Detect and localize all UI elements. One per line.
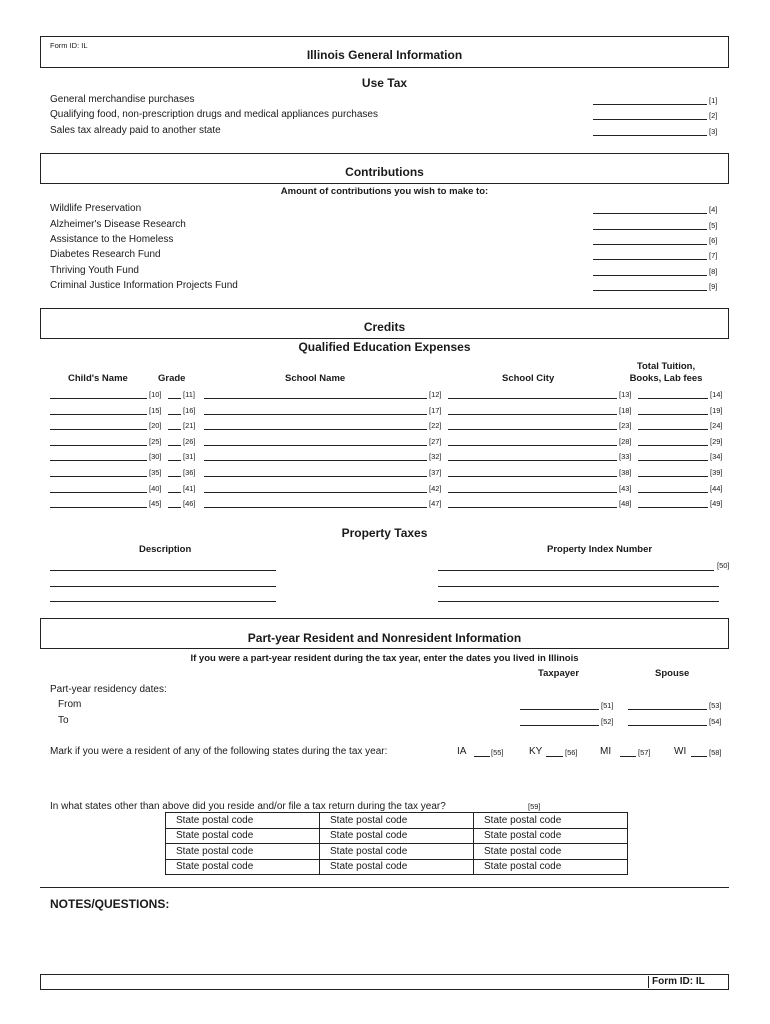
credit-ref: [22] xyxy=(429,421,442,431)
to-taxpayer-ref: [52] xyxy=(601,717,614,726)
credit-ref: [16] xyxy=(183,405,196,415)
credit-ref: [10] xyxy=(149,390,162,399)
property-description-header: Description xyxy=(139,544,192,555)
col-school-name: School Name xyxy=(285,373,346,384)
contribution-input[interactable] xyxy=(593,259,707,260)
contribution-label: Thriving Youth Fund xyxy=(50,265,139,276)
credit-input[interactable] xyxy=(448,507,617,508)
state-postal-code-cell[interactable]: State postal code xyxy=(166,844,320,860)
use-tax-title: Use Tax xyxy=(361,76,408,90)
state-mi-label: MI xyxy=(600,746,612,757)
credit-input[interactable] xyxy=(204,460,427,461)
page-title: Illinois General Information xyxy=(306,48,463,62)
credit-input[interactable] xyxy=(50,429,147,430)
from-spouse-ref: [53] xyxy=(709,701,722,710)
state-postal-code-cell[interactable]: State postal code xyxy=(320,813,474,829)
contribution-input[interactable] xyxy=(593,244,707,245)
credit-input[interactable] xyxy=(50,398,147,399)
credit-ref: [47] xyxy=(429,499,442,509)
use-tax-input[interactable] xyxy=(593,104,707,105)
contribution-input[interactable] xyxy=(593,229,707,230)
from-spouse-input[interactable] xyxy=(628,709,707,710)
credit-input[interactable] xyxy=(168,414,181,415)
property-description-input[interactable] xyxy=(50,586,276,587)
credit-input[interactable] xyxy=(204,398,427,399)
state-mi-checkbox[interactable] xyxy=(620,756,636,757)
credit-input[interactable] xyxy=(168,429,181,430)
credit-input[interactable] xyxy=(638,476,708,477)
credit-ref: [17] xyxy=(429,405,442,415)
property-description-input[interactable] xyxy=(50,570,276,571)
credit-ref: [38] xyxy=(619,468,632,477)
form-id-small: Form ID: IL xyxy=(50,41,88,50)
contribution-ref: [9] xyxy=(709,282,718,291)
credit-ref: [20] xyxy=(149,421,162,431)
credit-input[interactable] xyxy=(50,507,147,508)
credit-ref: [49] xyxy=(710,499,723,509)
credit-ref: [14] xyxy=(710,390,723,399)
state-postal-code-cell[interactable]: State postal code xyxy=(474,813,628,829)
state-postal-code-cell[interactable]: State postal code xyxy=(166,828,320,844)
contribution-label: Criminal Justice Information Projects Fund xyxy=(50,280,238,291)
credit-input[interactable] xyxy=(448,398,617,399)
credit-ref: [28] xyxy=(619,436,632,446)
contribution-label: Alzheimer's Disease Research xyxy=(50,219,186,230)
credit-input[interactable] xyxy=(638,445,708,446)
use-tax-label: General merchandise purchases xyxy=(50,94,195,105)
to-spouse-ref: [54] xyxy=(709,717,722,726)
postal-row xyxy=(166,859,628,875)
credit-input[interactable] xyxy=(204,414,427,415)
state-postal-table xyxy=(165,812,628,875)
from-taxpayer-input[interactable] xyxy=(520,709,599,710)
state-postal-code-cell[interactable]: State postal code xyxy=(320,859,474,875)
property-description-input[interactable] xyxy=(50,601,276,602)
contribution-input[interactable] xyxy=(593,290,707,291)
to-label: To xyxy=(58,715,69,726)
part-year-box xyxy=(40,618,729,649)
contributions-title: Contributions xyxy=(345,165,424,179)
state-ky-label: KY xyxy=(529,746,543,757)
contribution-label: Wildlife Preservation xyxy=(50,203,142,214)
state-ky-ref: [56] xyxy=(565,748,578,757)
credit-ref: [18] xyxy=(619,405,632,415)
credits-subtitle: Qualified Education Expenses xyxy=(298,340,471,354)
use-tax-label: Sales tax already paid to another state xyxy=(50,125,221,136)
property-taxes-title: Property Taxes xyxy=(341,526,428,540)
contribution-input[interactable] xyxy=(593,213,707,214)
credit-input[interactable] xyxy=(448,460,617,461)
credit-ref: [45] xyxy=(149,499,162,509)
credit-ref: [25] xyxy=(149,436,162,446)
contribution-ref: [6] xyxy=(709,236,718,245)
footer-form-id: Form ID: IL xyxy=(648,976,727,988)
state-postal-code-cell[interactable]: State postal code xyxy=(166,859,320,875)
credit-ref: [19] xyxy=(710,405,723,415)
credit-input[interactable] xyxy=(50,492,147,493)
credit-ref: [13] xyxy=(619,390,632,399)
property-index-header: Property Index Number xyxy=(547,544,653,555)
credit-ref: [12] xyxy=(429,390,442,399)
credit-input[interactable] xyxy=(168,476,181,477)
credit-ref: [21] xyxy=(183,421,196,431)
credit-ref: [33] xyxy=(619,452,632,462)
contribution-ref: [4] xyxy=(709,205,718,214)
use-tax-input[interactable] xyxy=(593,119,707,120)
credit-input[interactable] xyxy=(638,492,708,493)
postal-row xyxy=(166,844,628,860)
credit-ref: [34] xyxy=(710,452,723,462)
postal-row xyxy=(166,828,628,844)
credit-ref: [41] xyxy=(183,483,196,493)
residency-dates-label: Part-year residency dates: xyxy=(50,684,167,695)
use-tax-ref: [2] xyxy=(709,111,718,120)
credit-input[interactable] xyxy=(168,507,181,508)
credit-ref: [11] xyxy=(183,390,195,399)
credit-ref: [30] xyxy=(149,452,162,462)
credit-input[interactable] xyxy=(638,507,708,508)
credits-title: Credits xyxy=(363,320,406,334)
footer-box xyxy=(40,974,729,990)
state-ia-checkbox[interactable] xyxy=(474,756,490,757)
states-question: Mark if you were a resident of any of the following states during the tax year: xyxy=(50,746,388,757)
state-postal-code-cell[interactable]: State postal code xyxy=(474,844,628,860)
credit-ref: [36] xyxy=(183,468,196,477)
credit-ref: [32] xyxy=(429,452,442,462)
spouse-header: Spouse xyxy=(655,668,690,679)
credit-ref: [24] xyxy=(710,421,723,431)
use-tax-label: Qualifying food, non-prescription drugs and medical appliances purchases xyxy=(50,109,378,120)
state-postal-code-cell[interactable]: State postal code xyxy=(320,844,474,860)
credit-input[interactable] xyxy=(168,460,181,461)
credit-input[interactable] xyxy=(638,398,708,399)
taxpayer-header: Taxpayer xyxy=(538,668,580,679)
credit-input[interactable] xyxy=(638,460,708,461)
credit-ref: [44] xyxy=(710,483,723,493)
to-spouse-input[interactable] xyxy=(628,725,707,726)
credit-input[interactable] xyxy=(448,492,617,493)
credit-ref: [27] xyxy=(429,436,442,446)
credit-ref: [35] xyxy=(149,468,162,477)
contribution-label: Diabetes Research Fund xyxy=(50,249,161,260)
contribution-ref: [8] xyxy=(709,267,718,276)
credit-ref: [26] xyxy=(183,436,196,446)
part-year-instruction: If you were a part-year resident during the tax year, enter the dates you lived in Illinois xyxy=(190,653,579,664)
credit-input[interactable] xyxy=(168,445,181,446)
contributions-box xyxy=(40,153,729,184)
state-ia-ref: [55] xyxy=(491,748,504,757)
contribution-ref: [7] xyxy=(709,251,718,260)
credit-input[interactable] xyxy=(638,414,708,415)
part-year-title: Part-year Resident and Nonresident Information xyxy=(247,631,522,645)
postal-row xyxy=(166,813,628,829)
property-index-input[interactable] xyxy=(438,586,719,587)
state-ia-label: IA xyxy=(457,746,467,757)
state-postal-code-cell[interactable]: State postal code xyxy=(320,828,474,844)
credit-input[interactable] xyxy=(638,429,708,430)
credit-input[interactable] xyxy=(448,445,617,446)
col-tuition: Total Tuition, xyxy=(636,361,696,372)
col-child-name: Child's Name xyxy=(68,373,128,384)
col-school-city: School City xyxy=(502,373,555,384)
credit-input[interactable] xyxy=(448,414,617,415)
credit-input[interactable] xyxy=(50,445,147,446)
credit-input[interactable] xyxy=(168,398,181,399)
credit-ref: [15] xyxy=(149,405,162,415)
state-postal-code-cell[interactable]: State postal code xyxy=(474,828,628,844)
credit-input[interactable] xyxy=(50,414,147,415)
credit-ref: [31] xyxy=(183,452,196,462)
credits-box xyxy=(40,308,729,339)
credit-input[interactable] xyxy=(448,429,617,430)
other-states-ref: [59] xyxy=(528,802,541,811)
state-ky-checkbox[interactable] xyxy=(546,756,563,757)
header-box xyxy=(40,36,729,68)
credit-ref: [29] xyxy=(710,436,723,446)
property-index-ref: [50] xyxy=(717,561,730,570)
credit-ref: [37] xyxy=(429,468,442,477)
credit-input[interactable] xyxy=(204,445,427,446)
credit-input[interactable] xyxy=(204,507,427,508)
credit-input[interactable] xyxy=(204,492,427,493)
contribution-input[interactable] xyxy=(593,275,707,276)
state-wi-checkbox[interactable] xyxy=(691,756,707,757)
credit-ref: [40] xyxy=(149,483,162,493)
use-tax-input[interactable] xyxy=(593,135,707,136)
credit-ref: [23] xyxy=(619,421,632,431)
state-wi-ref: [58] xyxy=(709,748,722,757)
contribution-label: Assistance to the Homeless xyxy=(50,234,174,245)
credit-ref: [42] xyxy=(429,483,442,493)
notes-title: NOTES/QUESTIONS: xyxy=(50,897,170,911)
col-tuition-2: Books, Lab fees xyxy=(629,373,703,384)
use-tax-ref: [3] xyxy=(709,127,718,136)
credit-input[interactable] xyxy=(204,429,427,430)
from-taxpayer-ref: [51] xyxy=(601,701,614,710)
to-taxpayer-input[interactable] xyxy=(520,725,599,726)
credit-input[interactable] xyxy=(50,476,147,477)
credit-input[interactable] xyxy=(448,476,617,477)
credit-input[interactable] xyxy=(204,476,427,477)
from-label: From xyxy=(58,699,82,710)
property-index-input[interactable] xyxy=(438,601,719,602)
col-grade: Grade xyxy=(158,373,186,384)
state-mi-ref: [57] xyxy=(638,748,651,757)
state-wi-label: WI xyxy=(674,746,687,757)
credit-ref: [43] xyxy=(619,483,632,493)
credit-input[interactable] xyxy=(50,460,147,461)
credit-ref: [48] xyxy=(619,499,632,509)
contribution-ref: [5] xyxy=(709,221,718,230)
credit-ref: [46] xyxy=(183,499,196,509)
state-postal-code-cell[interactable]: State postal code xyxy=(166,813,320,829)
contributions-subtitle: Amount of contributions you wish to make to: xyxy=(280,186,489,197)
notes-divider xyxy=(40,887,729,888)
state-postal-code-cell[interactable]: State postal code xyxy=(474,859,628,875)
credit-input[interactable] xyxy=(168,492,181,493)
credit-ref: [39] xyxy=(710,468,723,477)
other-states-question: In what states other than above did you reside and/or file a tax return during the tax year? xyxy=(50,801,446,812)
use-tax-ref: [1] xyxy=(709,96,718,105)
property-index-input[interactable] xyxy=(438,570,714,571)
